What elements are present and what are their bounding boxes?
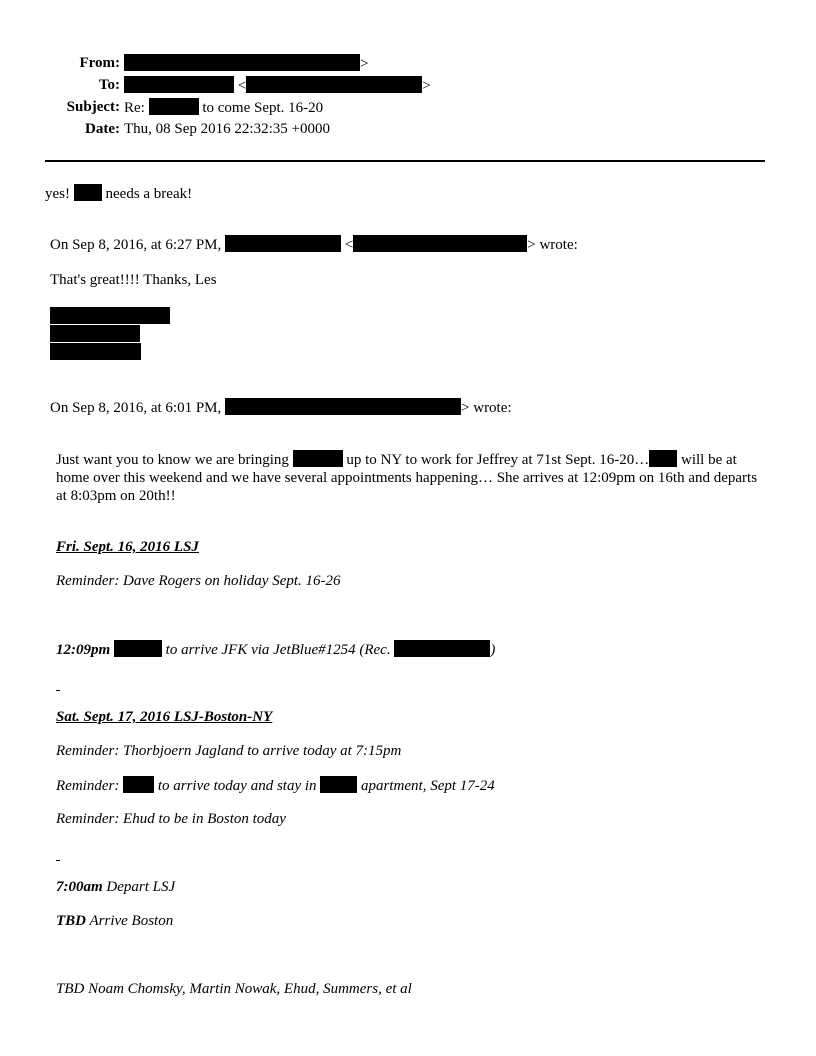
subject-value: Re: to come Sept. 16-20 (124, 100, 324, 116)
signature-redaction (50, 307, 170, 324)
quote2-attribution: On Sep 8, 2016, at 6:01 PM, > wrote: (50, 400, 512, 416)
date-label: Date: (85, 121, 120, 137)
saturday-reminder-1: Reminder: Thorbjoern Jagland to arrive today at 7:15pm (56, 743, 402, 759)
redaction (124, 76, 234, 93)
redaction (320, 776, 357, 793)
saturday-reminder-3: Reminder: Ehud to be in Boston today (56, 811, 286, 827)
to-label: To: (98, 77, 120, 93)
redaction (225, 235, 341, 252)
saturday-event-2: TBD Arrive Boston (56, 913, 174, 929)
redaction (124, 54, 360, 71)
redaction (123, 776, 154, 793)
header-divider (45, 160, 765, 162)
saturday-heading: Sat. Sept. 17, 2016 LSJ-Boston-NY (56, 709, 273, 725)
subject-label: Subject: (66, 99, 120, 115)
thanks-line: That's great!!!! Thanks, Les (50, 272, 217, 288)
saturday-reminder-2: Reminder: to arrive today and stay in apartment, Sept 17-24 (56, 778, 495, 794)
redaction (149, 98, 199, 115)
redaction (293, 450, 343, 467)
redaction (246, 76, 422, 93)
friday-event: 12:09pm to arrive JFK via JetBlue#1254 (Rec. ) (56, 642, 496, 658)
saturday-event-1: 7:00am Depart LSJ (56, 879, 176, 895)
redaction (225, 398, 461, 415)
separator-mark (56, 860, 60, 861)
reply-line: yes! needs a break! (45, 186, 193, 202)
redaction (649, 450, 677, 467)
friday-heading: Fri. Sept. 16, 2016 LSJ (56, 539, 199, 555)
quote1-attribution: On Sep 8, 2016, at 6:27 PM, < > wrote: (50, 237, 578, 253)
friday-reminder: Reminder: Dave Rogers on holiday Sept. 16-26 (56, 573, 341, 589)
redaction (394, 640, 490, 657)
redaction (74, 184, 102, 201)
redaction (353, 235, 527, 252)
date-value: Thu, 08 Sep 2016 22:32:35 +0000 (124, 121, 330, 137)
message-paragraph: Just want you to know we are bringing up to NY to work for Jeffrey at 71st Sept. 16-20… will be at home over this weekend and we have several appointments happening… She arrives at 12:09pm on 16th and departs at 8:03pm on 20th!! (56, 452, 758, 504)
from-value: > (124, 54, 368, 73)
from-label: From: (79, 55, 120, 71)
signature-redaction (50, 325, 140, 342)
saturday-event-3: TBD Noam Chomsky, Martin Nowak, Ehud, Summers, et al (56, 981, 412, 997)
separator-mark (56, 690, 60, 691)
signature-redaction (50, 343, 141, 360)
redaction (114, 640, 162, 657)
to-value: < > (124, 76, 431, 95)
